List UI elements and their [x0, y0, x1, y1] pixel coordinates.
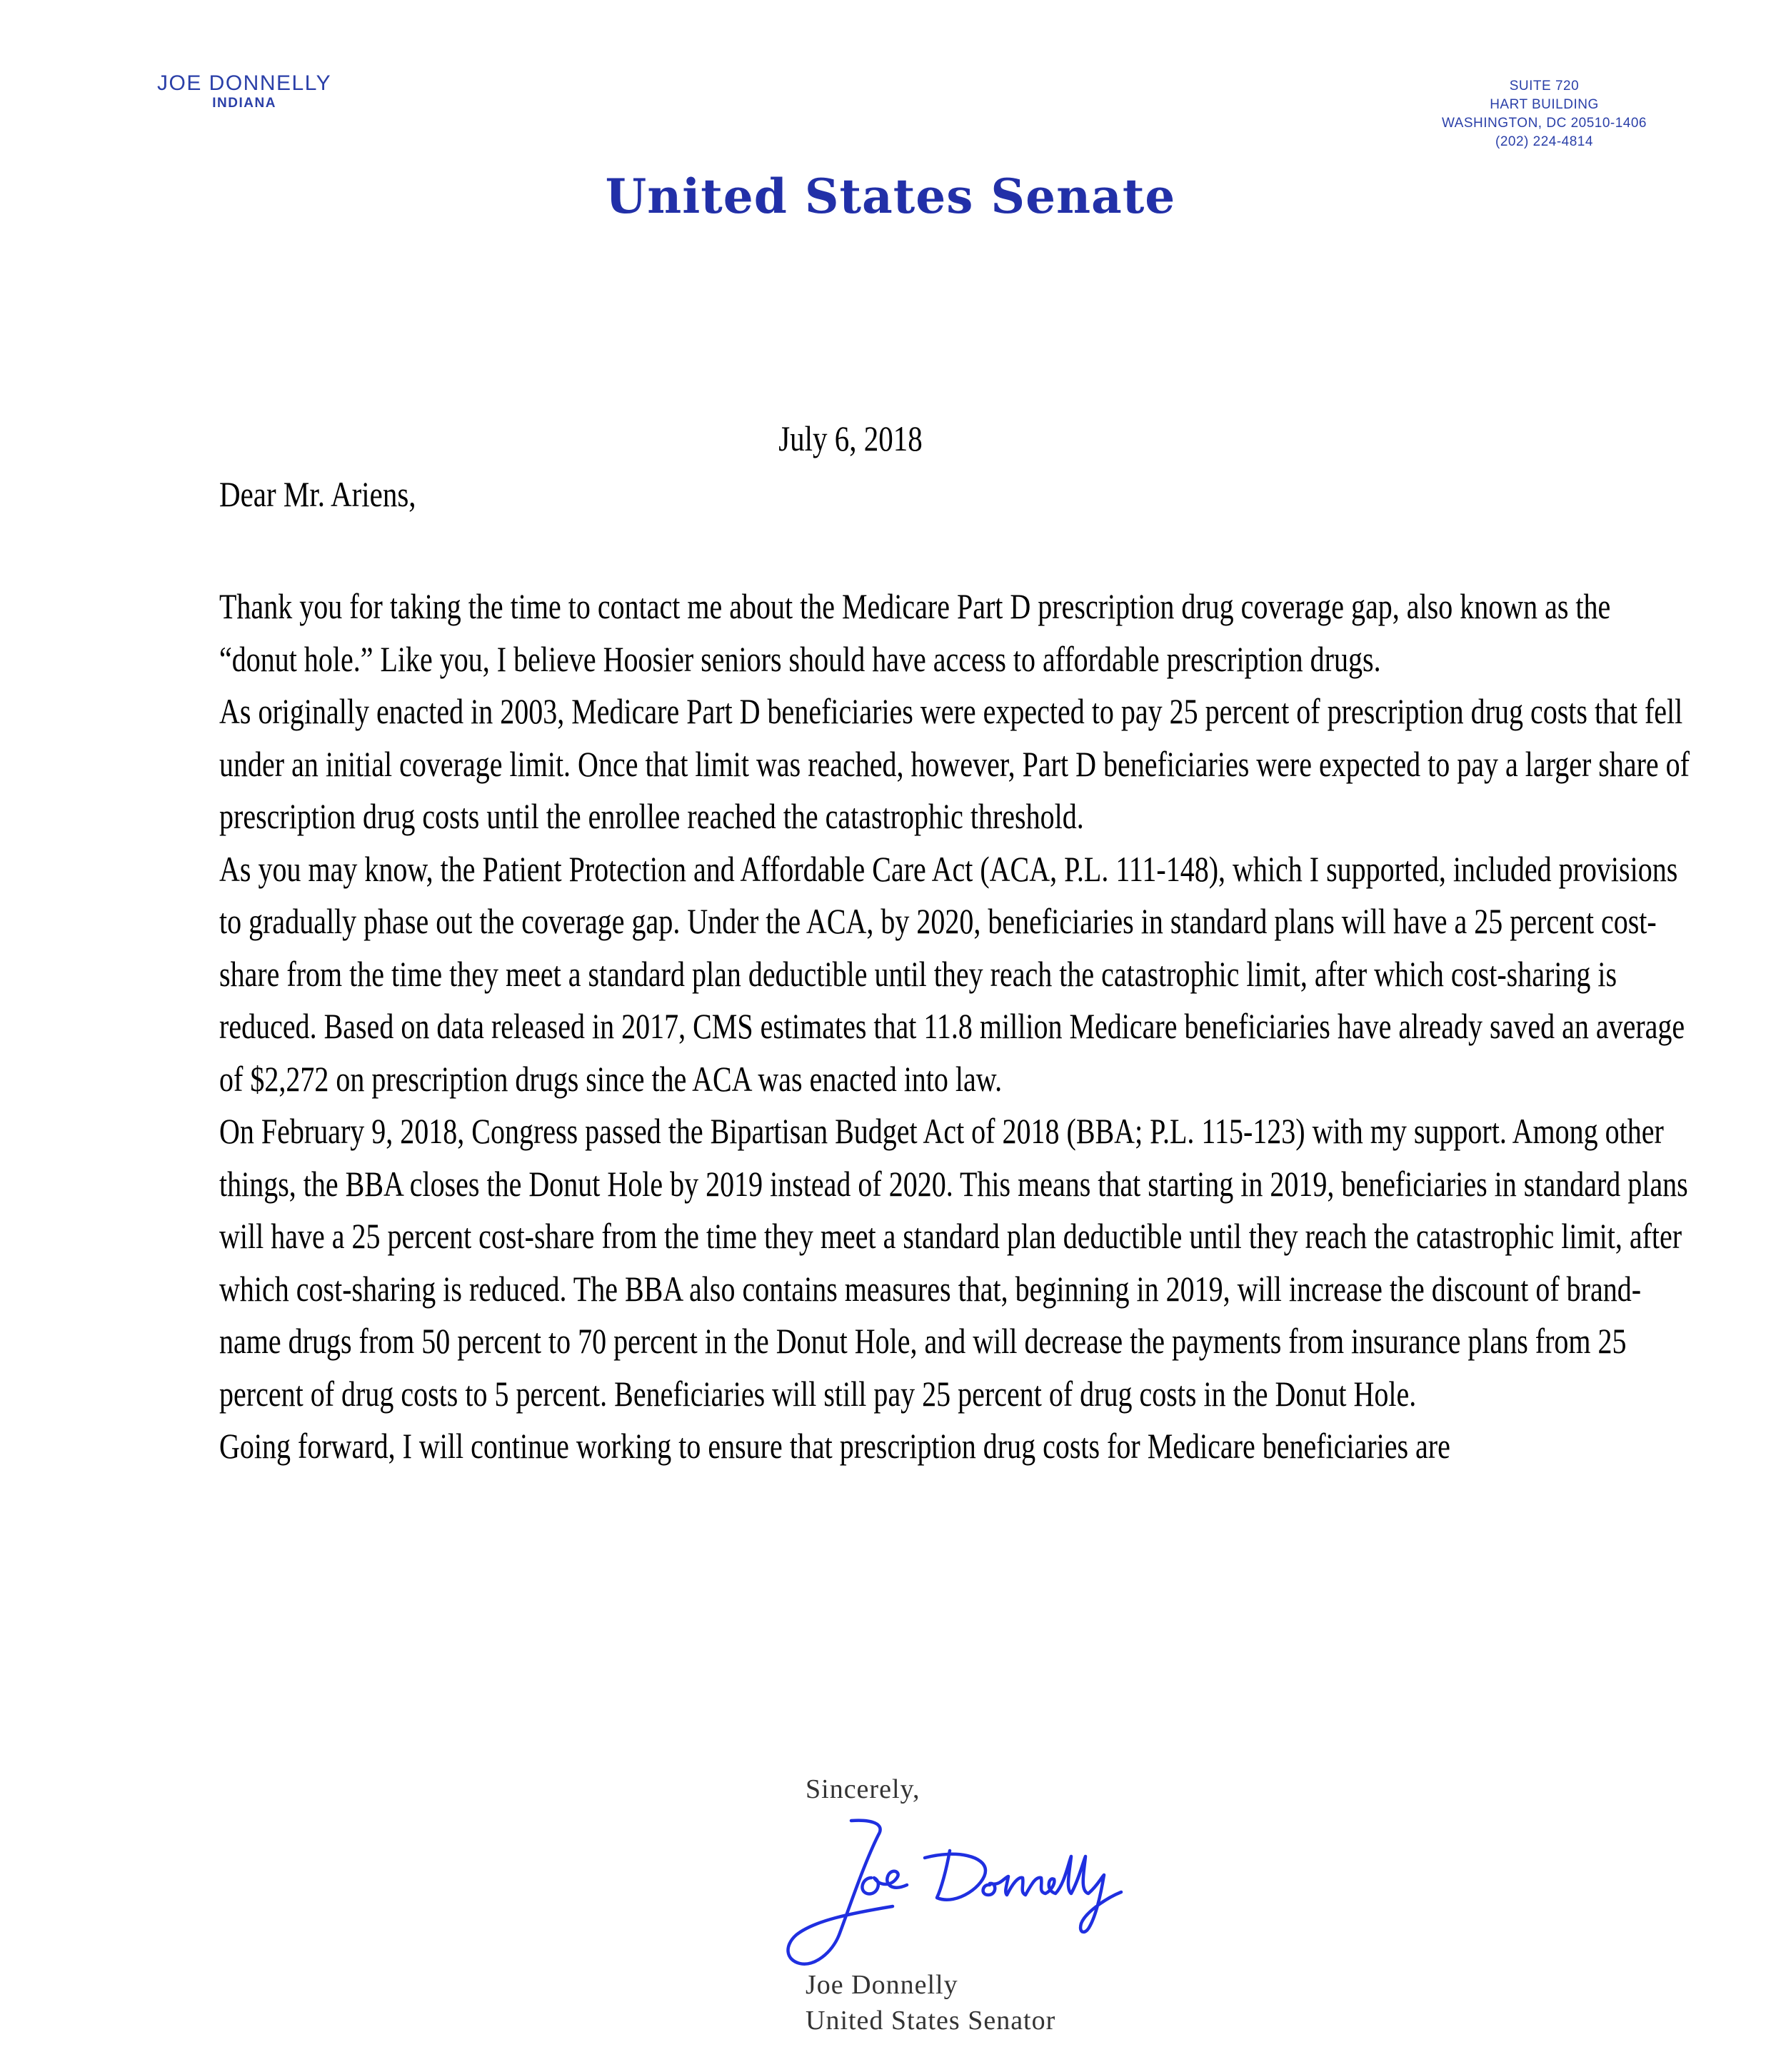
handwritten-signature: [771, 1806, 1143, 1985]
signer-name: Joe Donnelly: [806, 1970, 958, 2000]
letter-date: July 6, 2018: [778, 418, 923, 458]
paragraph-history: As originally enacted in 2003, Medicare Part D beneficiaries were expected to pay 25 percent of prescription drug costs that fell under an initial coverage limit. Once that limit was reached, however, Part D beneficiaries were expected to pay a larger share of prescription drug costs until the enrollee reached the catastrophic threshold.: [219, 691, 1690, 836]
senate-masthead: United States Senate: [605, 169, 1176, 224]
paragraph-intro: Thank you for taking the time to contact me about the Medicare Part D prescription drug coverage gap, also known as the “donut hole.” Like you, I believe Hoosier seniors should have access to affordable prescription drugs.: [219, 586, 1611, 679]
paragraph-closing: Going forward, I will continue working to ensure that prescription drug costs for Medicare beneficiaries are: [219, 1426, 1450, 1466]
letter-body: [219, 580, 1693, 1473]
letter-closing: Sincerely,: [806, 1774, 920, 1804]
letterhead-address-block: [1442, 77, 1647, 151]
address-line-phone: (202) 224-4814: [1495, 134, 1593, 149]
letterhead-state: INDIANA: [212, 96, 276, 111]
address-line-building: HART BUILDING: [1490, 97, 1599, 112]
letterhead-senator-block: [157, 71, 331, 111]
signer-title: United States Senator: [806, 2006, 1056, 2036]
paragraph-aca: As you may know, the Patient Protection and Affordable Care Act (ACA, P.L. 111-148), which I supported, included provisions to gradually phase out the coverage gap. Under the ACA, by 2020, beneficiaries in standard plans will have a 25 percent cost-share from the time they meet a standard plan deductible until they reach the catastrophic limit, after which cost-sharing is reduced. Based on data released in 2017, CMS estimates that 11.8 million Medicare beneficiaries have already saved an average of $2,272 on prescription drugs since the ACA was enacted into law.: [219, 848, 1685, 1099]
paragraph-bba: On February 9, 2018, Congress passed the Bipartisan Budget Act of 2018 (BBA; P.L. 115-123) with my support. Among other things, the BBA closes the Donut Hole by 2019 instead of 2020. This means that starting in 2019, beneficiaries in standard plans will have a 25 percent cost-share from the time they meet a standard plan deductible until they reach the catastrophic limit, after which cost-sharing is reduced. The BBA also contains measures that, beginning in 2019, will increase the discount of brand-name drugs from 50 percent to 70 percent in the Donut Hole, and will decrease the payments from insurance plans from 25 percent of drug costs to 5 percent. Beneficiaries will still pay 25 percent of drug costs in the Donut Hole.: [219, 1111, 1688, 1414]
address-line-city: WASHINGTON, DC 20510-1406: [1441, 116, 1647, 131]
letter-salutation: Dear Mr. Ariens,: [219, 474, 416, 514]
address-line-suite: SUITE 720: [1509, 79, 1580, 94]
letterhead-name: JOE DONNELLY: [157, 71, 332, 95]
